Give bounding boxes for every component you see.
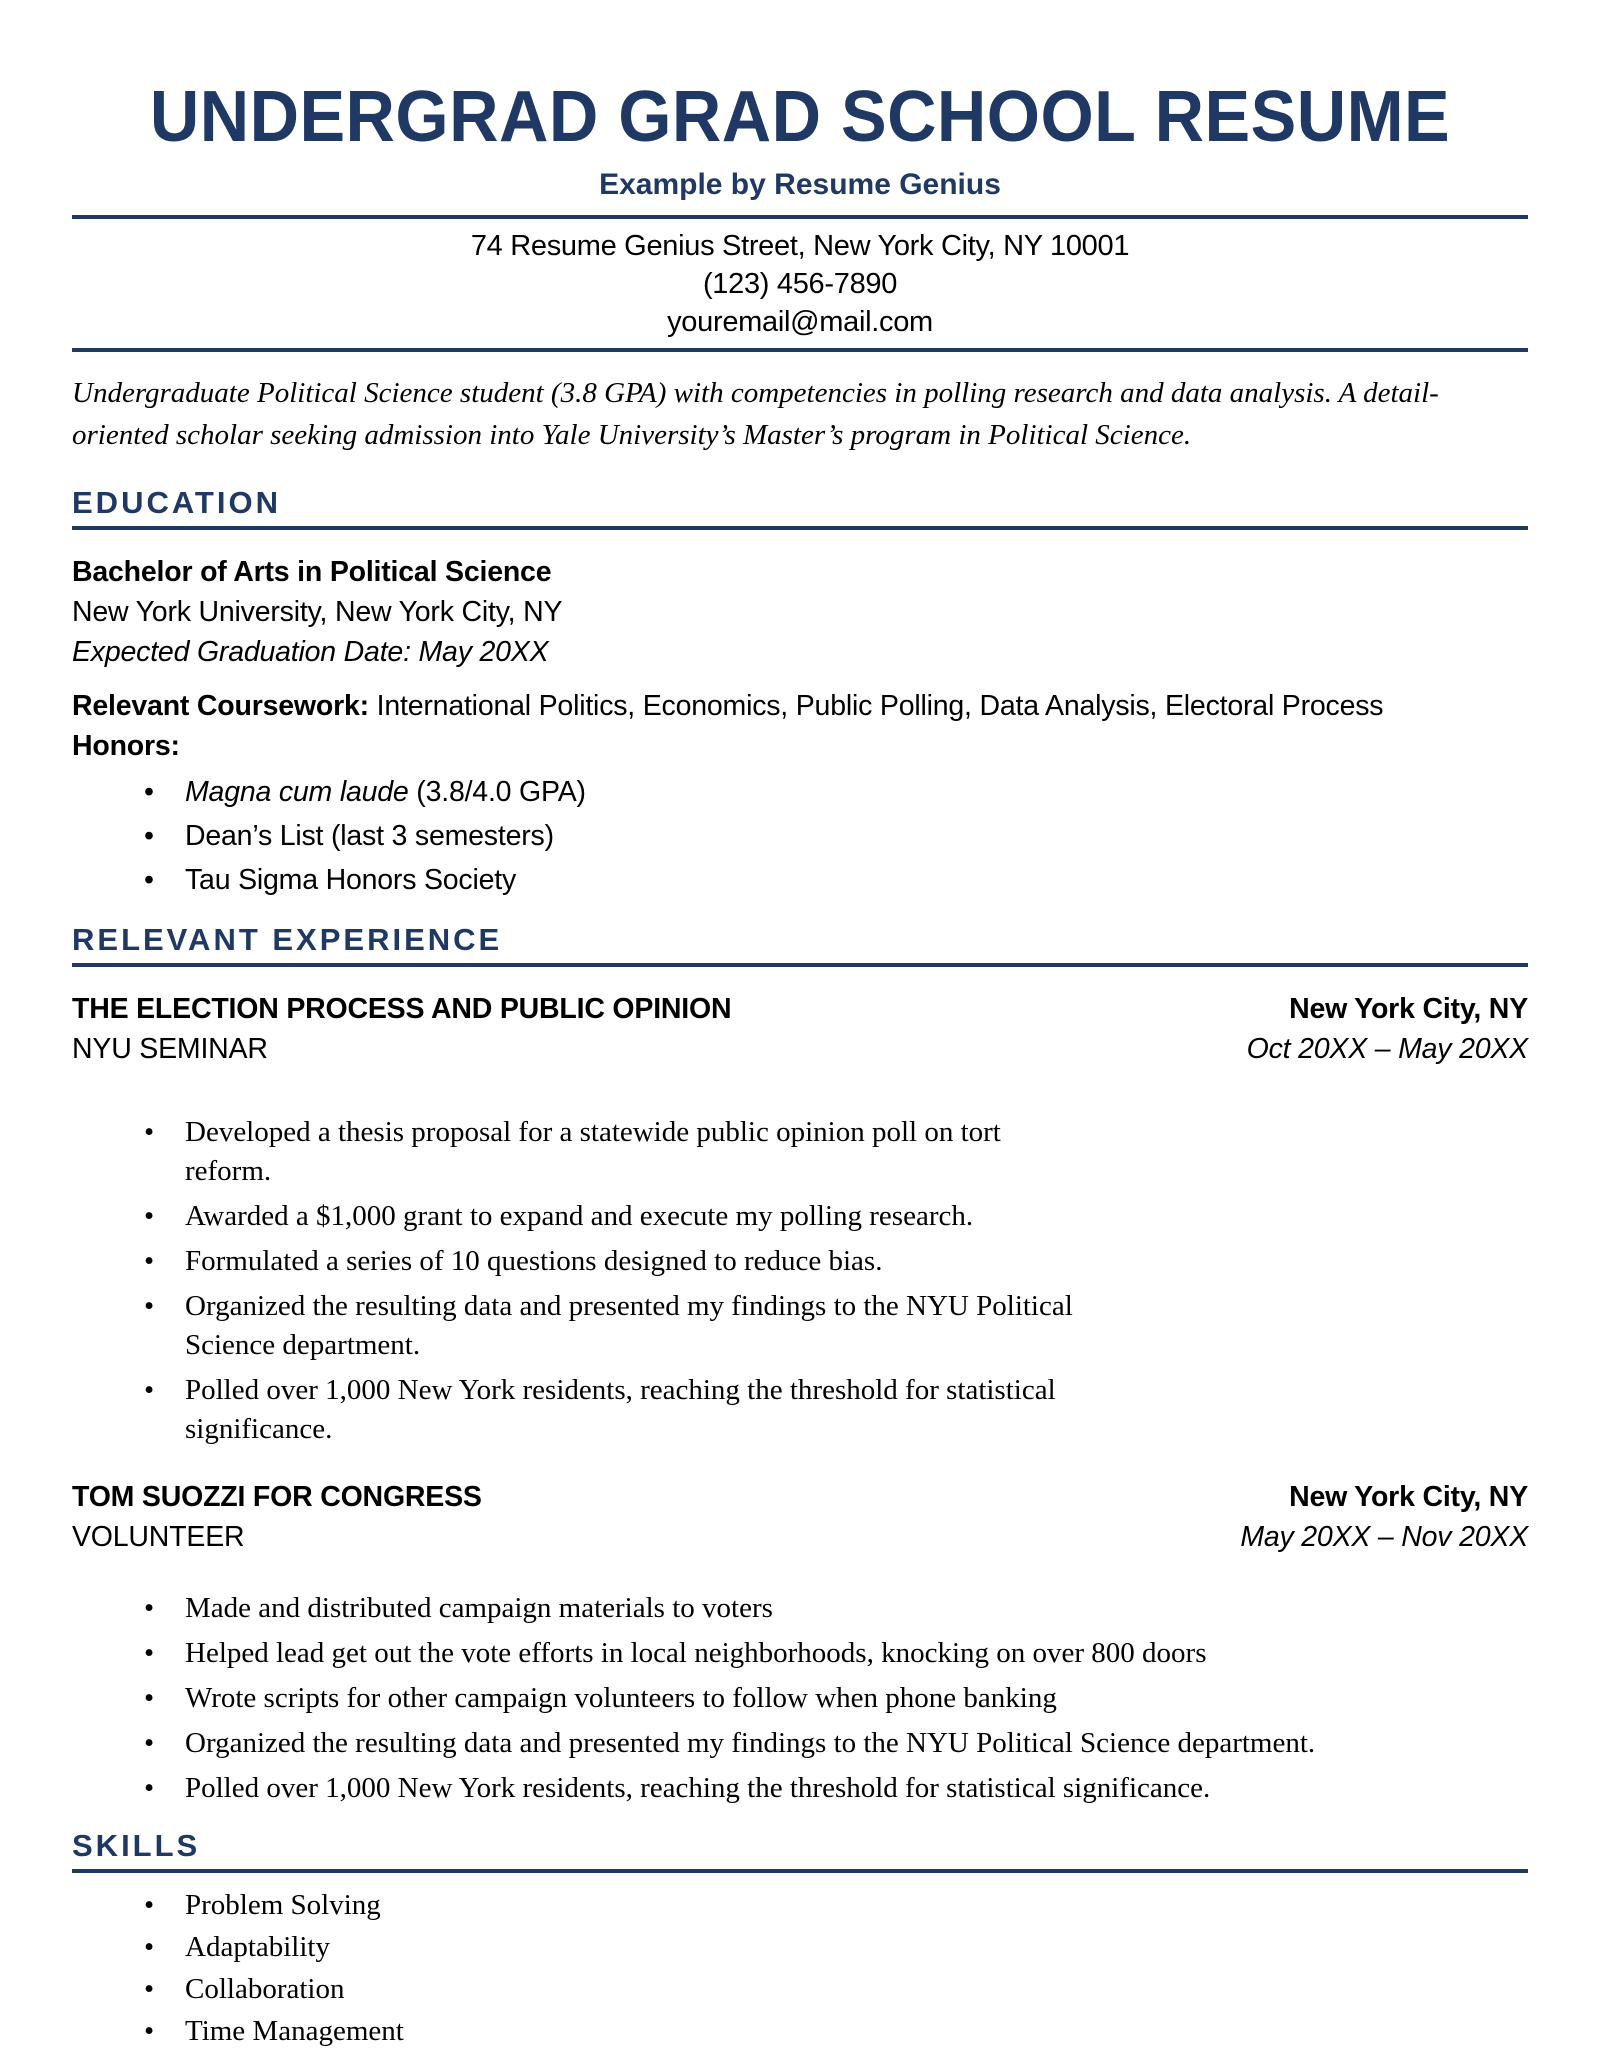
experience-bullet — [72, 1242, 1082, 1281]
experience-bullet-text: Awarded a $1,000 grant to expand and execute my polling research. — [185, 1199, 974, 1232]
experience-entry-title-row — [72, 1477, 1528, 1517]
contact-email: youremail@mail.com — [667, 305, 933, 338]
skill-item — [72, 1927, 1528, 1967]
honors-item — [72, 814, 1528, 858]
experience-entry-role: NYU SEMINAR — [72, 1032, 268, 1065]
experience-entry-role-row — [72, 1029, 1528, 1069]
experience-bullet-text: Polled over 1,000 New York residents, reaching the threshold for statistical significance. — [185, 1771, 1211, 1804]
experience-bullet — [72, 1679, 1528, 1718]
experience-entry-role: VOLUNTEER — [72, 1520, 245, 1553]
skills-divider — [72, 1869, 1528, 1873]
experience-bullet — [72, 1197, 1082, 1236]
experience-entry-header — [72, 1477, 1528, 1557]
honors-item-emphasis: Magna cum laude — [185, 775, 409, 808]
contact-address: 74 Resume Genius Street, New York City, NY 10001 — [470, 229, 1130, 262]
resume-header — [72, 77, 1528, 352]
experience-bullet-text: Organized the resulting data and presented my findings to the NYU Political Science department. — [185, 1289, 1073, 1361]
honors-item — [72, 770, 1528, 814]
skills-list — [72, 1885, 1528, 2051]
skill-item-text: Problem Solving — [185, 1888, 381, 1921]
experience-bullet — [72, 1724, 1528, 1763]
honors-item-text: (3.8/4.0 GPA) — [408, 775, 586, 808]
section-education — [72, 485, 1528, 902]
section-skills — [72, 1828, 1528, 2051]
experience-entry-role-row — [72, 1517, 1528, 1557]
education-content — [72, 552, 1528, 902]
experience-bullet — [72, 1769, 1528, 1808]
experience-entry-dates: Oct 20XX – May 20XX — [1246, 1032, 1528, 1065]
skill-item — [72, 2011, 1528, 2051]
education-coursework-line — [72, 686, 1528, 726]
experience-entry-location: New York City, NY — [1289, 992, 1528, 1025]
page-title: UNDERGRAD GRAD SCHOOL RESUME — [149, 77, 1451, 157]
experience-bullet-text: Wrote scripts for other campaign volunteers to follow when phone banking — [185, 1681, 1057, 1714]
honors-item-text: Tau Sigma Honors Society — [185, 863, 517, 896]
honors-item-text: Dean’s List (last 3 semesters) — [185, 819, 554, 852]
experience-bullet-text: Developed a thesis proposal for a statewide public opinion poll on tort reform. — [185, 1115, 1001, 1187]
coursework-label: Relevant Coursework: — [72, 689, 369, 722]
summary-paragraph: Undergraduate Political Science student (3.8 GPA) with competencies in polling research and data analysis. A detail-oriented scholar seeking admission into Yale University’s Master’s program in Political Science. — [72, 376, 1439, 451]
education-graduation-date: Expected Graduation Date: May 20XX — [72, 635, 549, 668]
experience-bullet-text: Made and distributed campaign materials to voters — [185, 1591, 773, 1624]
education-degree: Bachelor of Arts in Political Science — [72, 555, 552, 588]
page-subtitle: Example by Resume Genius — [599, 167, 1001, 201]
skill-item-text: Adaptability — [185, 1930, 330, 1963]
honors-label: Honors: — [72, 729, 180, 762]
experience-entry-bullets — [72, 1113, 1082, 1449]
contact-block — [72, 227, 1528, 341]
education-school: New York University, New York City, NY — [72, 595, 563, 628]
education-divider — [72, 526, 1528, 530]
section-experience — [72, 922, 1528, 1808]
coursework-list: International Politics, Economics, Public Polling, Data Analysis, Electoral Process — [368, 689, 1384, 722]
skills-heading: SKILLS — [72, 1827, 201, 1863]
skill-item — [72, 1969, 1528, 2009]
experience-bullet — [72, 1113, 1082, 1191]
experience-bullet — [72, 1589, 1528, 1628]
skill-item-text: Time Management — [185, 2014, 404, 2047]
experience-entry-title: TOM SUOZZI FOR CONGRESS — [72, 1480, 482, 1513]
experience-bullet — [72, 1287, 1082, 1365]
header-divider-bottom — [72, 348, 1528, 352]
experience-bullet-text: Organized the resulting data and presented my findings to the NYU Political Science department. — [185, 1726, 1316, 1759]
education-heading: EDUCATION — [72, 484, 281, 520]
honors-list — [72, 770, 1528, 902]
experience-bullet-text: Polled over 1,000 New York residents, reaching the threshold for statistical significance. — [185, 1373, 1056, 1445]
experience-bullet-text: Helped lead get out the vote efforts in local neighborhoods, knocking on over 800 doors — [185, 1636, 1207, 1669]
experience-bullet-text: Formulated a series of 10 questions designed to reduce bias. — [185, 1244, 883, 1277]
experience-entry-header — [72, 989, 1528, 1069]
experience-entry-title-row — [72, 989, 1528, 1029]
honors-item — [72, 858, 1528, 902]
contact-phone: (123) 456-7890 — [702, 267, 898, 300]
experience-entry-title: THE ELECTION PROCESS AND PUBLIC OPINION — [72, 992, 732, 1025]
experience-entry-dates: May 20XX – Nov 20XX — [1240, 1520, 1528, 1553]
experience-bullet — [72, 1634, 1528, 1673]
header-divider-top — [72, 215, 1528, 219]
skill-item — [72, 1885, 1528, 1925]
experience-entry-bullets — [72, 1589, 1528, 1808]
experience-entry-location: New York City, NY — [1289, 1480, 1528, 1513]
experience-divider — [72, 963, 1528, 967]
experience-bullet — [72, 1371, 1082, 1449]
experience-heading: RELEVANT EXPERIENCE — [72, 921, 503, 957]
skill-item-text: Collaboration — [185, 1972, 345, 2005]
